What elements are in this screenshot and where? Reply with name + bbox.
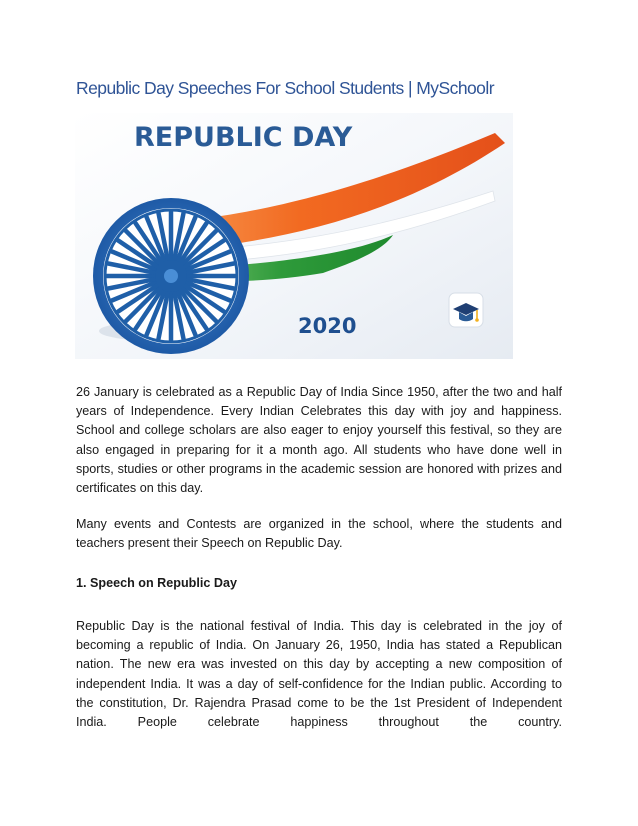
- banner-year: 2020: [298, 314, 357, 338]
- events-paragraph: Many events and Contests are organized in the school, where the students and teachers present their Speech on Republic Day.: [76, 517, 562, 551]
- republic-day-banner: [75, 113, 513, 359]
- ashoka-chakra-icon: [93, 198, 249, 354]
- speech-paragraph: Republic Day is the national festival of India. This day is celebrated in the joy of becoming a republic of India. On January 26, 1950, India has stated a Republican nation. The new era was invested on this day by accepting a new composition of independent India. It was a day of self-confidence for the Indian public. According to the constitution, Dr. Rajendra Prasad come to be the 1st President of Independent India. People celebrate happiness throughout the country.: [76, 619, 562, 730]
- section-heading: 1. Speech on Republic Day: [76, 576, 237, 590]
- page-title: Republic Day Speeches For School Students | MySchoolr: [76, 78, 494, 98]
- intro-paragraph: 26 January is celebrated as a Republic Day of India Since 1950, after the two and half years of Independence. Every Indian Celebrates this day with joy and happiness. School and college scholars are also eager to enjoy yourself this festival, so they are also engaged in preparing for it a month ago. All students who have done well in sports, studies or other programs in the academic session are honored with prizes and certificates on this day.: [76, 385, 562, 496]
- graduation-cap-icon: [449, 293, 483, 327]
- banner-heading: REPUBLIC DAY: [134, 122, 353, 153]
